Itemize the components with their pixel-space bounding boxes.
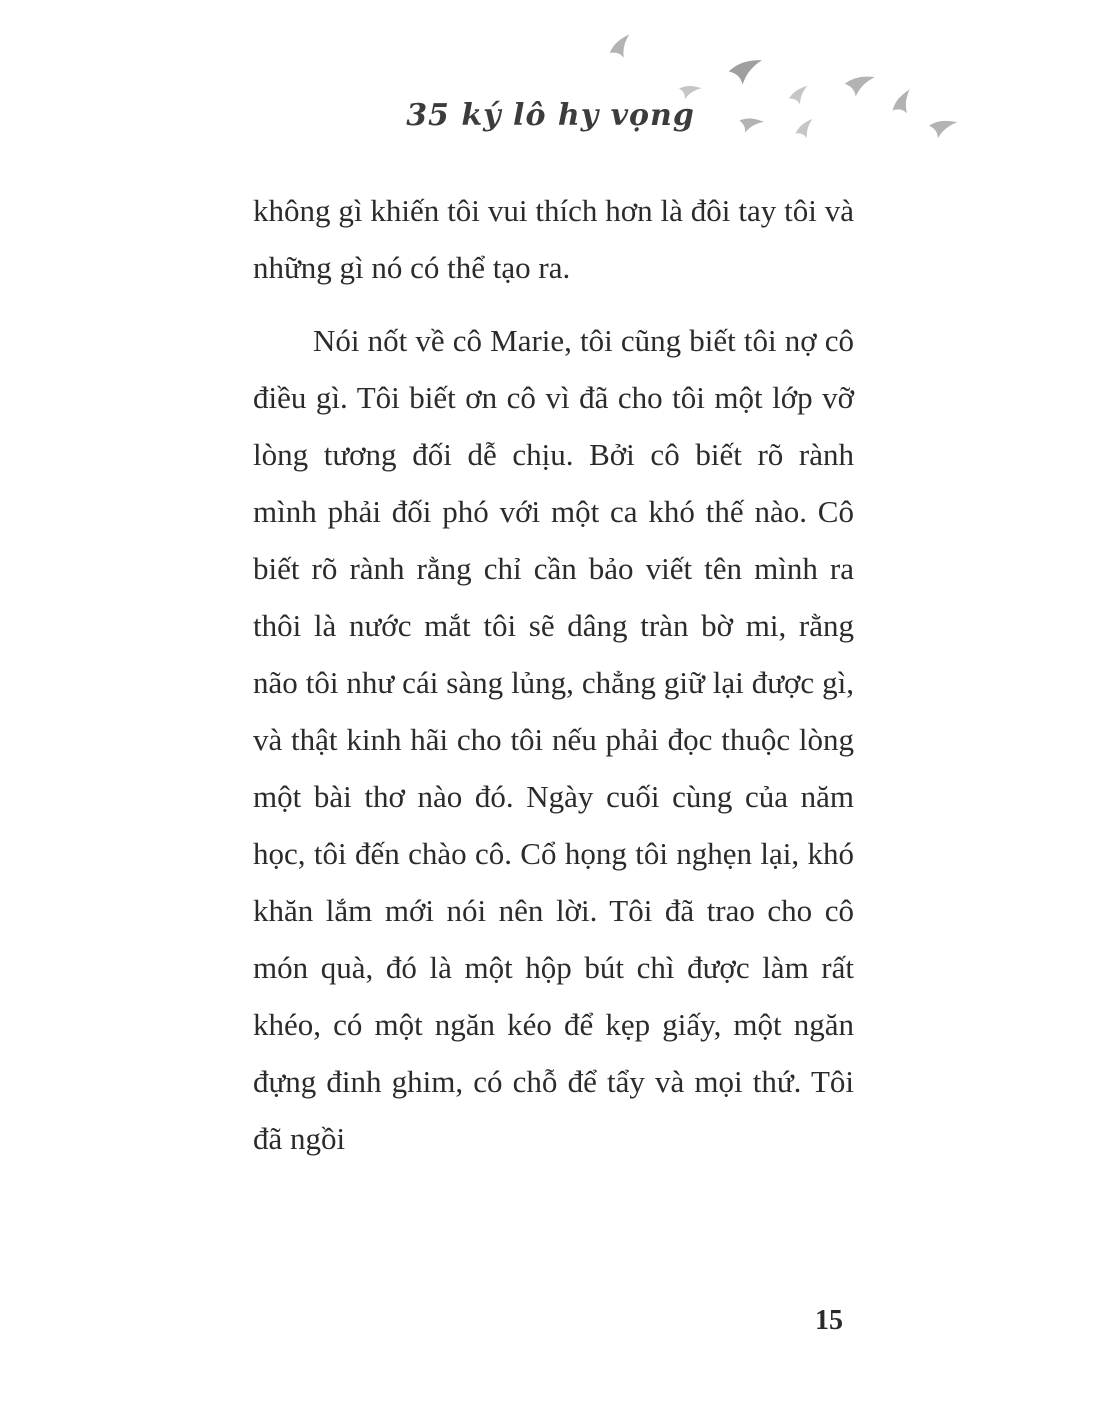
birds-decoration — [560, 28, 990, 198]
bird-icon — [841, 68, 877, 101]
paragraph: không gì khiến tôi vui thích hơn là đôi tay tôi và những gì nó có thể tạo ra. — [253, 193, 854, 285]
bird-icon — [734, 109, 765, 140]
bird-icon — [787, 85, 811, 106]
page-header-title: 35 ký lô hy vọng — [406, 98, 695, 133]
bird-icon — [792, 118, 817, 141]
bird-icon — [605, 33, 636, 62]
bird-icon — [675, 78, 703, 105]
body-text — [253, 182, 854, 1183]
paragraph: Nói nốt về cô Marie, tôi cũng biết tôi nợ cô điều gì. Tôi biết ơn cô vì đã cho tôi một lớp vỡ lòng tương đối dễ chịu. Bởi cô biết rõ rành mình phải đối phó với một ca khó thế nào. Cô biết rõ rành rằng chỉ cần bảo viết tên mình ra thôi là nước mắt tôi sẽ dâng tràn bờ mi, rằng não tôi như cái sàng lủng, chẳng giữ lại được gì, và thật kinh hãi cho tôi nếu phải đọc thuộc lòng một bài thơ nào đó. Ngày cuối cùng của năm học, tôi đến chào cô. Cổ họng tôi nghẹn lại, khó khăn lắm mới nói nên lời. Tôi đã trao cho cô món quà, đó là một hộp bút chì được làm rất khéo, có một ngăn kéo để kẹp giấy, một ngăn đựng đinh ghim, có chỗ để tẩy và mọi thứ. Tôi đã ngồi — [253, 323, 854, 1156]
page-number: 15 — [815, 1305, 843, 1336]
bird-icon — [887, 88, 920, 119]
bird-icon — [925, 112, 960, 145]
bird-icon — [726, 53, 765, 88]
